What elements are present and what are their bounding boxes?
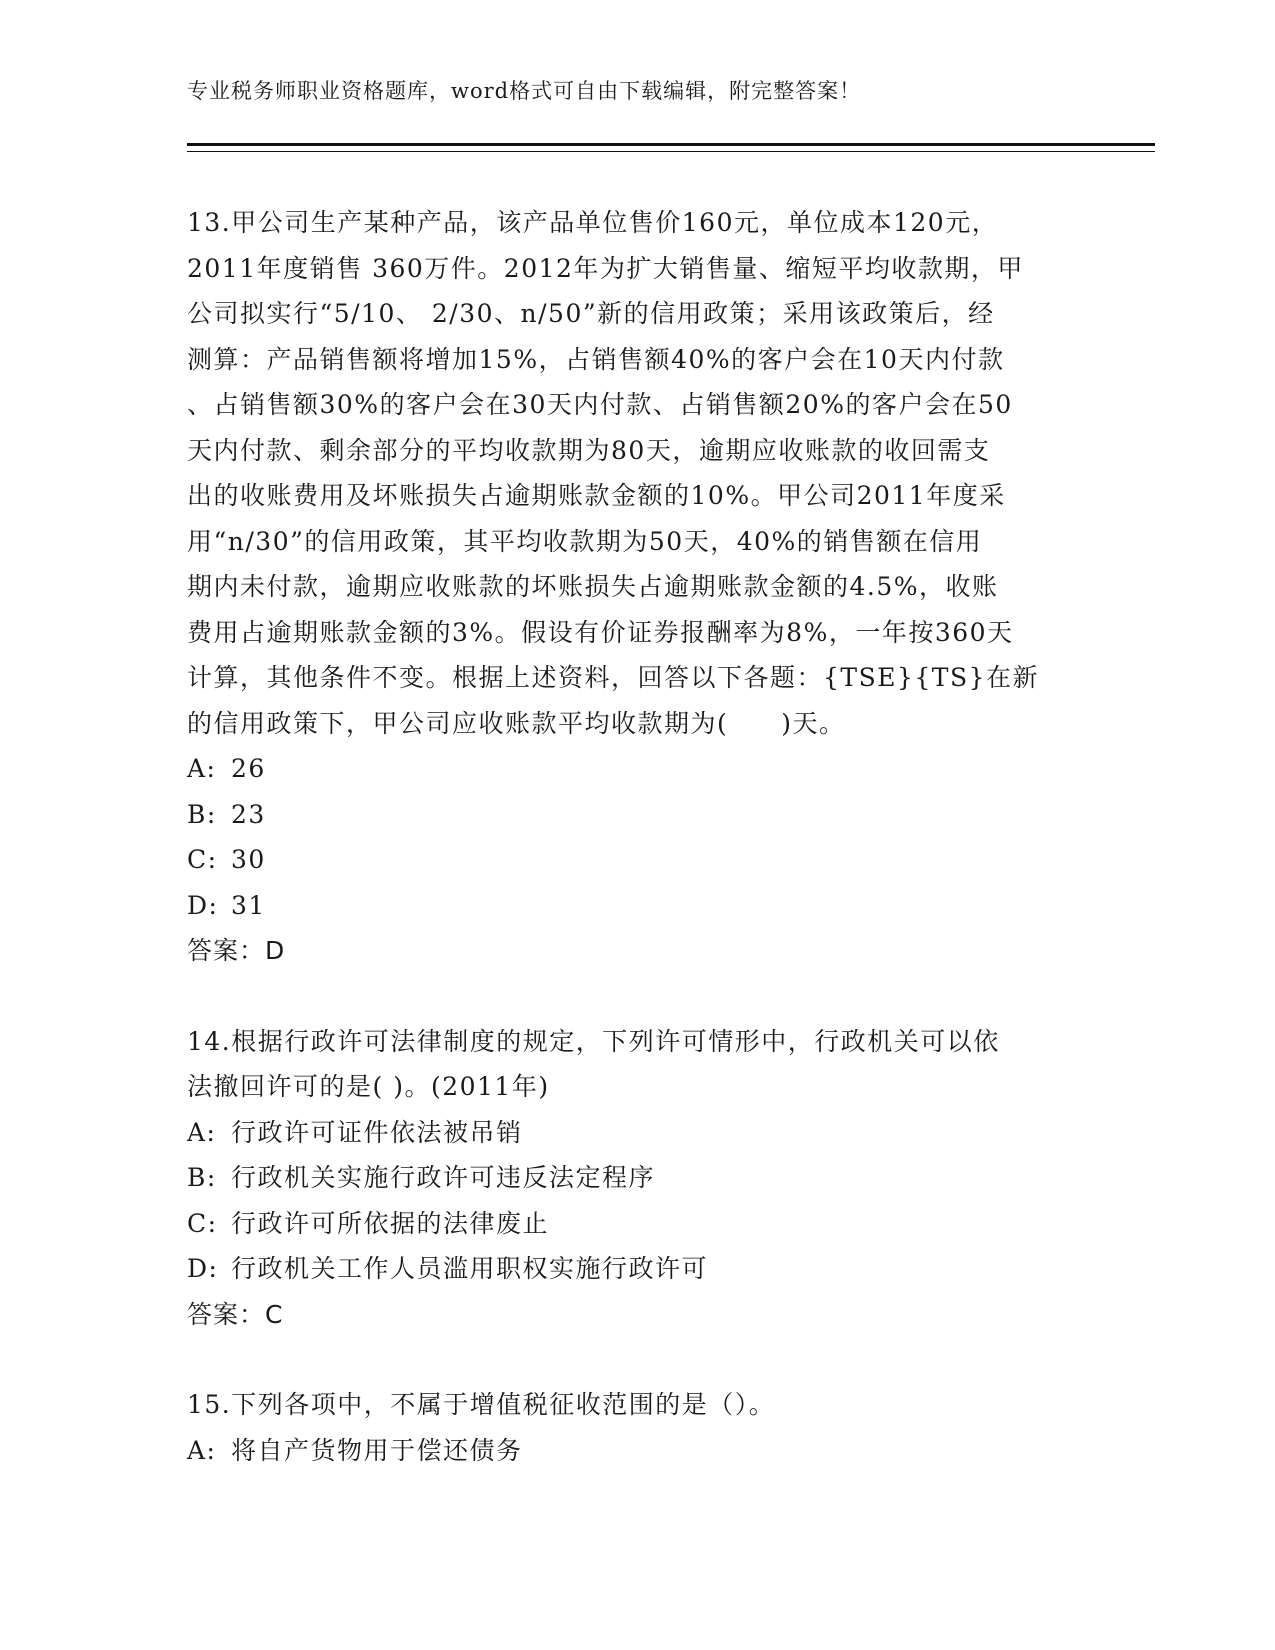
option-key: C: [187,1208,218,1238]
option-text: 23 [231,799,266,829]
option-c [187,1201,1087,1247]
question-stem [187,1019,1087,1110]
option-a [187,746,1087,792]
question-stem [187,1382,1087,1428]
stem-line: 13.甲公司生产某种产品，该产品单位售价160元，单位成本120元， [187,208,999,237]
answer: 答案：C [187,1299,284,1329]
option-key: B: [187,1163,217,1192]
stem-line: 公司拟实行“5/10、 2/30、n/50”新的信用政策；采用该政策后，经 [187,299,995,328]
option-text: 26 [231,754,266,783]
stem-line: 、占销售额30%的客户会在30天内付款、占销售额20%的客户会在50 [187,390,1013,419]
stem-line: 期内未付款，逾期应收账款的坏账损失占逾期账款金额的4.5%，收账 [187,572,999,601]
option-text: 30 [231,845,266,874]
option-key: B: [187,799,217,829]
spacer [187,974,1087,1019]
header-divider [187,143,1155,152]
option-key: A: [187,1117,217,1147]
spacer [187,1337,1087,1382]
option-text: 行政机关实施行政许可违反法定程序 [231,1163,656,1192]
option-key: D: [187,1254,219,1283]
stem-line: 15.下列各项中，不属于增值税征收范围的是（）。 [187,1390,776,1419]
stem-line: 的信用政策下，甲公司应收账款平均收款期为( )天。 [187,708,846,738]
option-text: 31 [231,890,266,920]
option-d [187,883,1087,929]
stem-line: 费用占逾期账款金额的3%。假设有价证券报酬率为8%，一年按360天 [187,617,1014,647]
option-key: A: [187,754,217,783]
option-a [187,1110,1087,1156]
option-b [187,792,1087,838]
question-13 [187,200,1087,974]
option-key: A: [187,1435,217,1465]
stem-line: 用“n/30”的信用政策，其平均收款期为50天，40%的销售额在信用 [187,526,983,556]
option-text: 行政许可证件依法被吊销 [231,1117,523,1147]
option-key: D: [187,890,219,920]
answer: 答案：D [187,936,286,965]
question-14 [187,1019,1087,1338]
stem-line: 法撤回许可的是( )。(2011年) [187,1072,550,1101]
stem-line: 14.根据行政许可法律制度的规定，下列许可情形中，行政机关可以依 [187,1026,1000,1056]
option-a [187,1428,1087,1474]
option-text: 行政机关工作人员滥用职权实施行政许可 [231,1254,709,1283]
option-d [187,1246,1087,1292]
stem-line: 天内付款、剩余部分的平均收款期为80天，逾期应收账款的收回需支 [187,435,991,465]
option-key: C: [187,845,218,874]
option-text: 将自产货物用于偿还债务 [231,1435,523,1465]
stem-line: 出的收账费用及坏账损失占逾期账款金额的10%。甲公司2011年度采 [187,481,1006,510]
option-c [187,837,1087,883]
stem-line: 2011年度销售 360万件。2012年为扩大销售量、缩短平均收款期，甲 [187,253,1024,283]
question-15 [187,1382,1087,1473]
question-stem [187,200,1087,746]
option-text: 行政许可所依据的法律废止 [231,1208,550,1238]
page-header: 专业税务师职业资格题库，word格式可自由下载编辑，附完整答案！ [187,79,862,103]
stem-line: 测算：产品销售额将增加15%，占销售额40%的客户会在10天内付款 [187,344,1005,374]
document-body [187,200,1087,1473]
option-b [187,1155,1087,1201]
stem-line: 计算，其他条件不变。根据上述资料，回答以下各题：{TSE}{TS}在新 [187,663,1039,692]
